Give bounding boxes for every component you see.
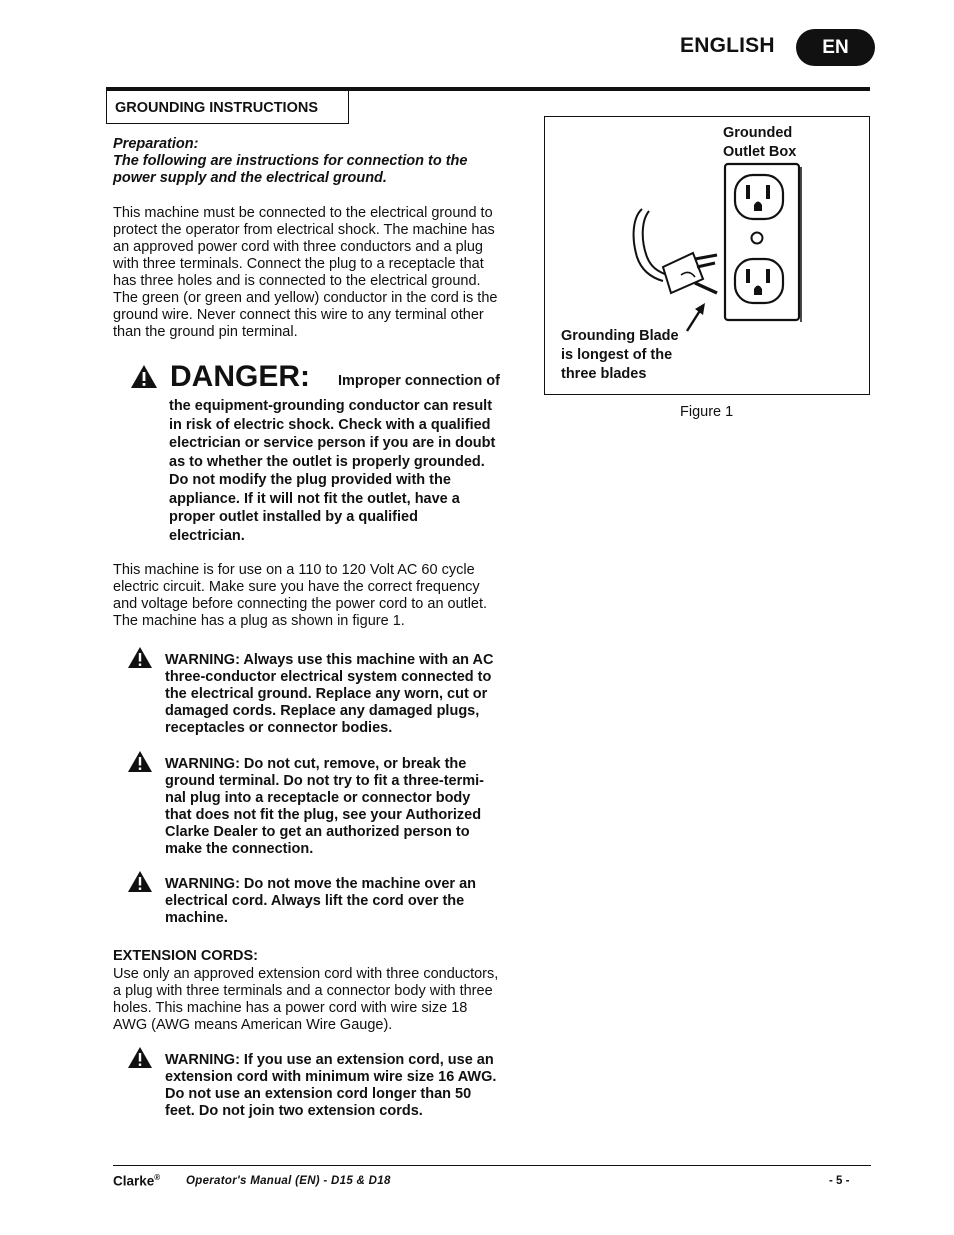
warning-icon — [127, 646, 153, 669]
text-line: as to whether the outlet is properly grounded. — [169, 453, 485, 470]
text-line: the electrical ground. Replace any worn, cut or — [165, 686, 488, 702]
bottom-rule — [113, 1165, 871, 1166]
text-line: Use only an approved extension cord with three conductors, — [113, 966, 499, 982]
label-line: Grounded — [723, 125, 793, 141]
text-line: has three holes and is connected to the electrical ground. — [113, 273, 481, 289]
text-line: a plug with three terminals and a connector body with three — [113, 983, 493, 999]
text-line: This machine must be connected to the electrical ground to — [113, 205, 493, 221]
text-line: The green (or green and yellow) conductor in the cord is the — [113, 290, 498, 306]
voltage-paragraph — [113, 562, 523, 630]
text-line: than the ground pin terminal. — [113, 324, 298, 340]
text-line: AWG (AWG means American Wire Gauge). — [113, 1017, 393, 1033]
text-line: Clarke Dealer to get an authorized person to — [165, 824, 470, 840]
warning-text — [165, 876, 527, 927]
text-line: make the connection. — [165, 841, 314, 857]
warning-icon — [127, 870, 153, 893]
preparation-line: The following are instructions for connection to the — [113, 153, 468, 169]
language-label: ENGLISH — [680, 34, 775, 57]
label-line: Grounding Blade — [561, 328, 679, 344]
figure-caption: Figure 1 — [680, 404, 734, 420]
label-line: Outlet Box — [723, 144, 797, 160]
text-line: holes. This machine has a power cord with wire size 18 — [113, 1000, 468, 1016]
text-line: in risk of electric shock. Check with a qualified — [169, 416, 491, 433]
text-line: Do not modify the plug provided with the — [169, 472, 451, 488]
text-line: electrician or service person if you are in doubt — [169, 435, 496, 451]
text-line: proper outlet installed by a qualified — [169, 509, 418, 525]
text-line: machine. — [165, 910, 228, 926]
outlet-box-label — [723, 124, 796, 162]
text-line: receptacles or connector bodies. — [165, 720, 393, 736]
text-line: This machine is for use on a 110 to 120 Volt AC 60 cycle — [113, 562, 475, 578]
section-title: GROUNDING INSTRUCTIONS — [106, 91, 349, 124]
danger-text — [169, 397, 525, 545]
page-number: - 5 - — [829, 1175, 850, 1187]
grounding-blade-label — [561, 327, 679, 384]
text-line: electrician. — [169, 527, 245, 544]
footer-brand — [113, 1173, 160, 1189]
text-line: and voltage before connecting the power cord to an outlet. — [113, 596, 488, 612]
label-line: three blades — [561, 366, 647, 382]
text-line: The machine has a plug as shown in figure 1. — [113, 613, 405, 629]
text-line: the equipment-grounding conductor can result — [169, 398, 493, 414]
text-line: feet. Do not join two extension cords. — [165, 1103, 423, 1119]
text-line: nal plug into a receptacle or connector body — [165, 790, 471, 806]
danger-heading: DANGER: — [170, 360, 310, 393]
extension-heading: EXTENSION CORDS: — [113, 948, 259, 964]
text-line: electric circuit. Make sure you have the correct frequency — [113, 579, 480, 595]
text-line: damaged cords. Replace any damaged plugs, — [165, 703, 480, 719]
text-line: Do not use an extension cord longer than 50 — [165, 1086, 472, 1102]
text-line: protect the operator from electrical shock. The machine has — [113, 222, 495, 238]
warning-text — [165, 652, 527, 737]
danger-lead-text: Improper connection of — [338, 373, 500, 389]
text-line: ground wire. Never connect this wire to any terminal other — [113, 307, 484, 323]
text-line: extension cord with minimum wire size 16 AWG. — [165, 1069, 497, 1085]
text-line: WARNING: Do not cut, remove, or break the — [165, 756, 467, 772]
danger-warning-icon — [130, 364, 158, 389]
extension-paragraph — [113, 966, 523, 1034]
preparation-line: power supply and the electrical ground. — [113, 170, 387, 186]
text-line: WARNING: If you use an extension cord, use an — [165, 1052, 494, 1068]
text-line: WARNING: Always use this machine with an AC — [165, 652, 494, 668]
text-line: with three terminals. Connect the plug to a receptacle that — [113, 256, 484, 272]
brand-mark: ® — [154, 1173, 161, 1182]
text-line: that does not fit the plug, see your Authorized — [165, 807, 482, 823]
preparation-text — [113, 136, 523, 187]
text-line: WARNING: Do not move the machine over an — [165, 876, 476, 892]
brand-name: Clarke — [113, 1173, 155, 1189]
text-line: ground terminal. Do not try to fit a three-termi- — [165, 773, 485, 789]
grounding-paragraph — [113, 205, 523, 341]
preparation-line: Preparation: — [113, 136, 199, 152]
figure-outlet-plug — [544, 116, 870, 395]
warning-icon — [127, 1046, 153, 1069]
warning-icon — [127, 750, 153, 773]
language-badge: EN — [796, 29, 875, 66]
warning-text — [165, 756, 527, 858]
warning-text — [165, 1052, 527, 1120]
text-line: an approved power cord with three conductors and a plug — [113, 239, 483, 255]
text-line: three-conductor electrical system connected to — [165, 669, 492, 685]
footer-manual-title: Operator's Manual (EN) - D15 & D18 — [186, 1175, 391, 1187]
text-line: electrical cord. Always lift the cord over the — [165, 893, 465, 909]
text-line: appliance. If it will not fit the outlet, have a — [169, 490, 460, 507]
label-line: is longest of the — [561, 347, 673, 363]
